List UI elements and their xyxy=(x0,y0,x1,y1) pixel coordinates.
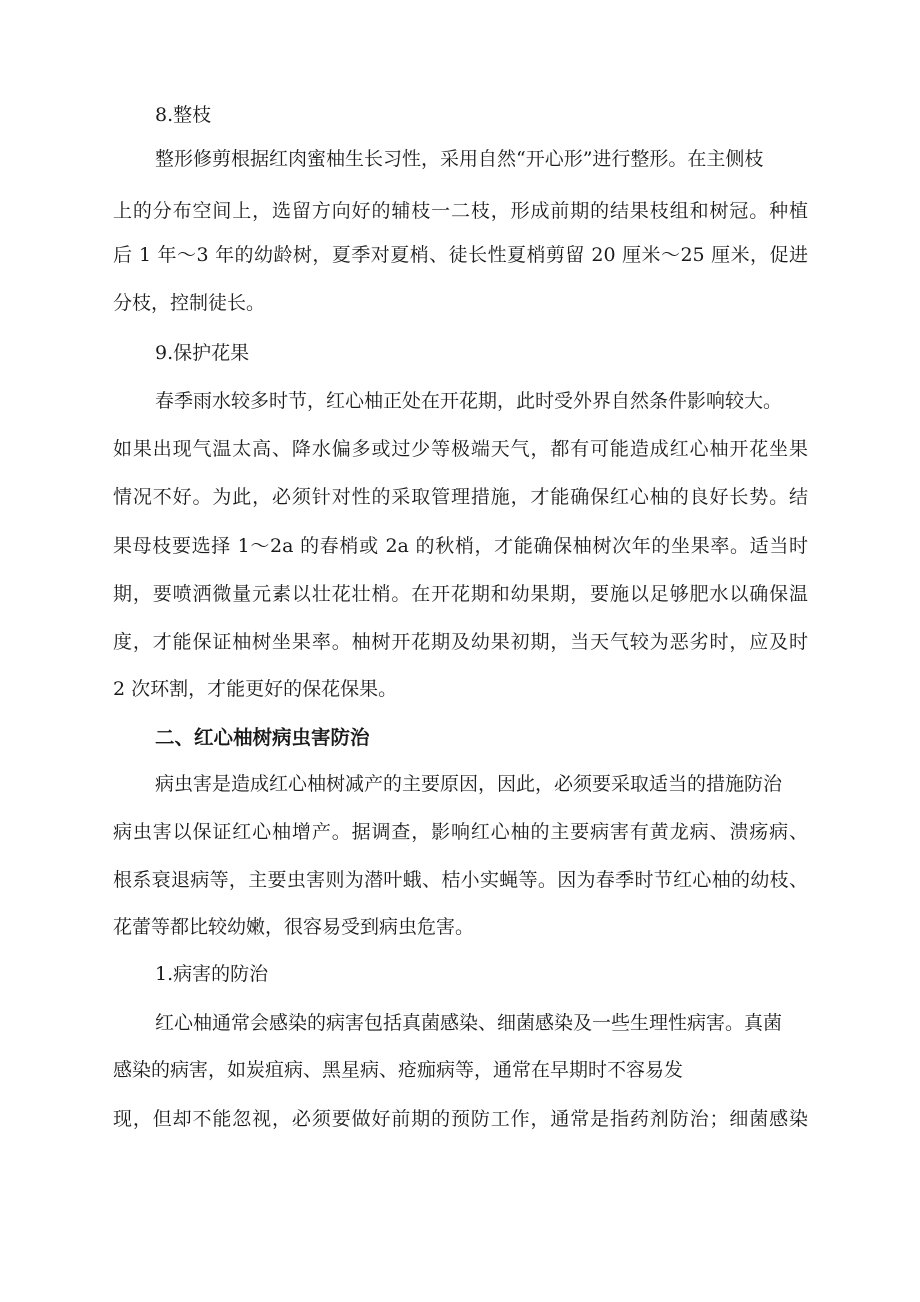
paragraph-line: 上的分布空间上，选留方向好的辅枝一二枝，形成前期的结果枝组和树冠。种植 xyxy=(113,200,808,222)
paragraph-line: 病虫害是造成红心柚树减产的主要原因，因此，必须要采取适当的措施防治 xyxy=(155,773,783,795)
section-heading: 9.保护花果 xyxy=(155,342,250,364)
paragraph-line: 整形修剪根据红肉蜜柚生长习性，采用自然“开心形”进行整形。在主侧枝 xyxy=(155,148,764,170)
paragraph-line: 根系衰退病等，主要虫害则为潜叶蛾、桔小实蝇等。因为春季时节红心柚的幼枝、 xyxy=(113,869,808,891)
paragraph-line: 如果出现气温太高、降水偏多或过少等极端天气，都有可能造成红心柚开花坐果 xyxy=(113,438,808,460)
paragraph-line: 果母枝要选择 1～2a 的春梢或 2a 的秋梢，才能确保柚树次年的坐果率。适当时 xyxy=(113,535,808,557)
paragraph-line: 情况不好。为此，必须针对性的采取管理措施，才能确保红心柚的良好长势。结 xyxy=(113,486,808,508)
paragraph-line: 分枝，控制徒长。 xyxy=(113,292,266,314)
paragraph-line: 后 1 年～3 年的幼龄树，夏季对夏梢、徒长性夏梢剪留 20 厘米～25 厘米，促进 xyxy=(113,244,808,266)
part-heading: 二、红心柚树病虫害防治 xyxy=(155,726,370,749)
section-heading: 8.整枝 xyxy=(155,104,212,126)
paragraph-line: 2 次环割，才能更好的保花保果。 xyxy=(113,678,398,700)
paragraph-line: 病虫害以保证红心柚增产。据调查，影响红心柚的主要病害有黄龙病、溃疡病、 xyxy=(113,821,808,843)
paragraph-line: 度，才能保证柚树坐果率。柚树开花期及幼果初期，当天气较为恶劣时，应及时 xyxy=(113,631,808,653)
paragraph-line: 期，要喷洒微量元素以壮花壮梢。在开花期和幼果期，要施以足够肥水以确保温 xyxy=(113,583,808,605)
paragraph-line: 红心柚通常会感染的病害包括真菌感染、细菌感染及一些生理性病害。真菌 xyxy=(155,1012,783,1034)
paragraph-line: 春季雨水较多时节，红心柚正处在开花期，此时受外界自然条件影响较大。 xyxy=(155,390,783,412)
paragraph-line: 感染的病害，如炭疽病、黑星病、疮痂病等，通常在早期时不容易发 xyxy=(113,1059,684,1081)
paragraph-line: 花蕾等都比较幼嫩，很容易受到病虫危害。 xyxy=(113,916,475,938)
paragraph-line: 现，但却不能忽视，必须要做好前期的预防工作，通常是指药剂防治；细菌感染 xyxy=(113,1108,808,1130)
section-heading: 1.病害的防治 xyxy=(155,963,269,985)
